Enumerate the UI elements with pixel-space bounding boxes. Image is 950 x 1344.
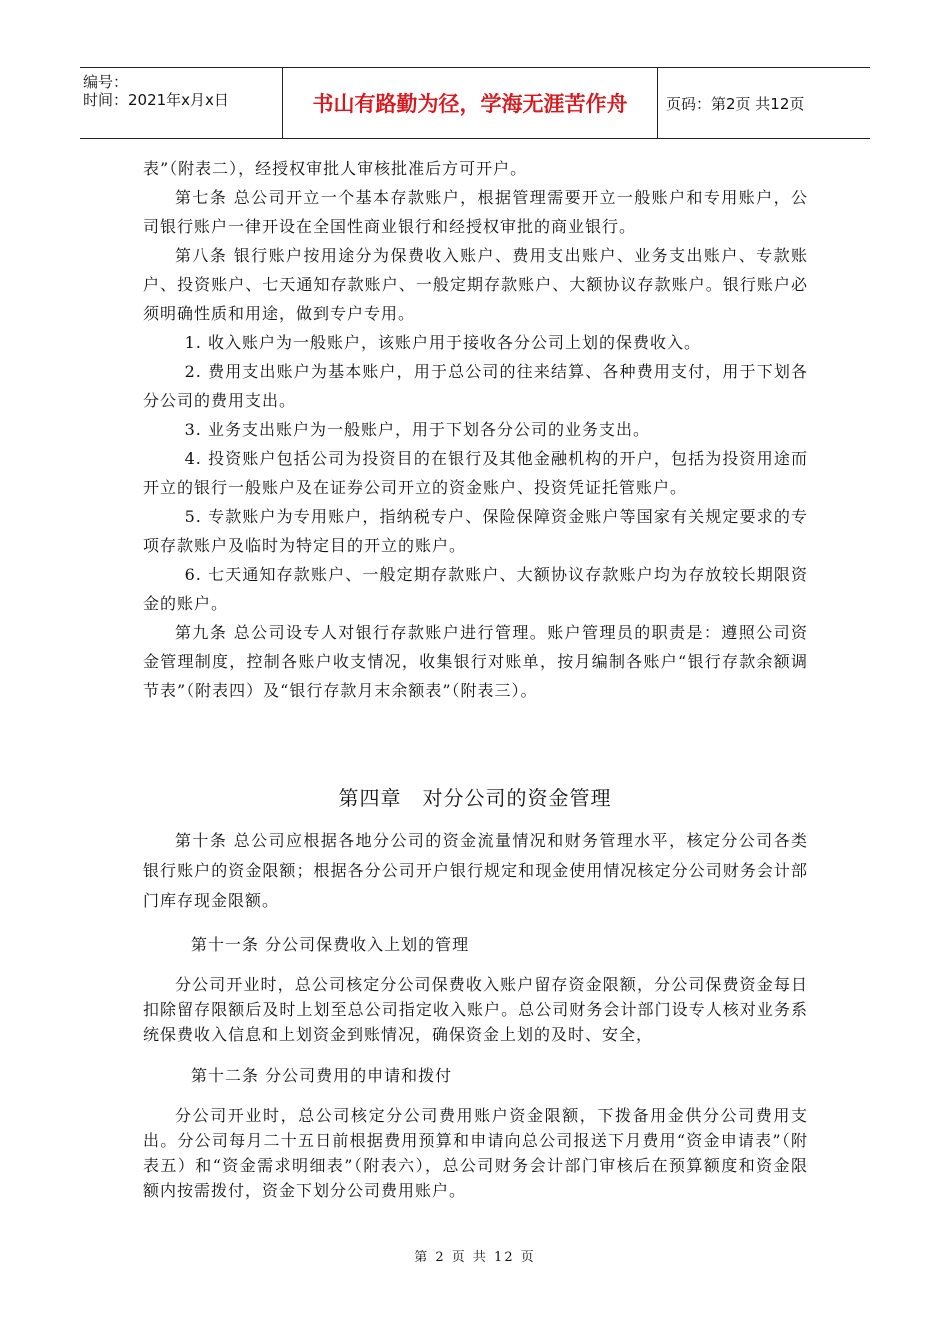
paragraph-article-10: 第十条 总公司应根据各地分公司的资金流量情况和财务管理水平，核定分公司各类银行账户的资金限额；根据各分公司开户银行规定和现金使用情况核定分公司财务会计部门库存现金限额。: [143, 831, 808, 910]
chapter-title: 第四章 对分公司的资金管理: [338, 786, 612, 810]
paragraph-article-11: 分公司开业时，总公司核定分公司保费收入账户留存资金限额，分公司保费资金每日扣除留存限额后及时上划至总公司指定收入账户。总公司财务会计部门设专人核对业务系统保费收入信息和上划资金到账情况，确保资金上划的及时、安全，: [143, 975, 808, 1044]
list-item: 3. 业务支出账户为一般账户，用于下划各分公司的业务支出。: [184, 420, 650, 439]
list-item: 5. 专款账户为专用账户，指纳税专户、保险保障资金账户等国家有关规定要求的专项存款账户及临时为特定目的开立的账户。: [143, 507, 808, 555]
paragraph-article-12: 分公司开业时，总公司核定分公司费用账户资金限额，下拨备用金供分公司费用支出。分公司每月二十五日前根据费用预算和申请向总公司报送下月费用“资金申请表”（附表五）和“资金需求明细表”（附表六），总公司财务会计部门审核后在预算额度和资金限额内按需拨付，资金下划分公司费用账户。: [143, 1106, 808, 1200]
list-item: 4. 投资账户包括公司为投资目的在银行及其他金融机构的开户，包括为投资用途而开立的银行一般账户及在证券公司开立的资金账户、投资凭证托管账户。: [143, 449, 808, 497]
paragraph-article-9: 第九条 总公司设专人对银行存款账户进行管理。账户管理员的职责是：遵照公司资金管理制度，控制各账户收支情况，收集银行对账单，按月编制各账户“银行存款余额调节表”（附表四）及“银行存款月末余额表”（附表三）。: [143, 623, 808, 700]
header-meta: [80, 68, 283, 138]
page-header: [80, 67, 870, 139]
chapter-body: [143, 826, 808, 1203]
article-11-heading: 第十一条 分公司保费收入上划的管理: [191, 935, 470, 954]
list-item: 1. 收入账户为一般账户，该账户用于接收各分公司上划的保费收入。: [184, 333, 701, 352]
list-item: 2. 费用支出账户为基本账户，用于总公司的往来结算、各种费用支付，用于下划各分公司的费用支出。: [143, 362, 808, 410]
document-number-label: 编号：: [83, 73, 129, 91]
paragraph-article-7: 第七条 总公司开立一个基本存款账户，根据管理需要开立一般账户和专用账户，公司银行账户一律开设在全国性商业银行和经授权审批的商业银行。: [143, 188, 808, 236]
list-item: 6. 七天通知存款账户、一般定期存款账户、大额协议存款账户均为存放较长期限资金的账户。: [143, 565, 808, 613]
header-page-info: 页码：第2页 共12页: [666, 94, 805, 113]
body-text: [143, 154, 808, 705]
paragraph: 表”（附表二），经授权审批人审核批准后方可开户。: [143, 159, 528, 178]
document-date: 时间：2021年x月x日: [83, 91, 229, 109]
page-footer: 第 2 页 共 12 页: [414, 1250, 536, 1265]
article-12-heading: 第十二条 分公司费用的申请和拨付: [191, 1066, 453, 1085]
header-motto: 书山有路勤为径，学海无涯苦作舟: [283, 68, 658, 138]
paragraph-article-8: 第八条 银行账户按用途分为保费收入账户、费用支出账户、业务支出账户、专款账户、投资账户、七天通知存款账户、一般定期存款账户、大额协议存款账户。银行账户必须明确性质和用途，做到专户专用。: [143, 246, 808, 323]
